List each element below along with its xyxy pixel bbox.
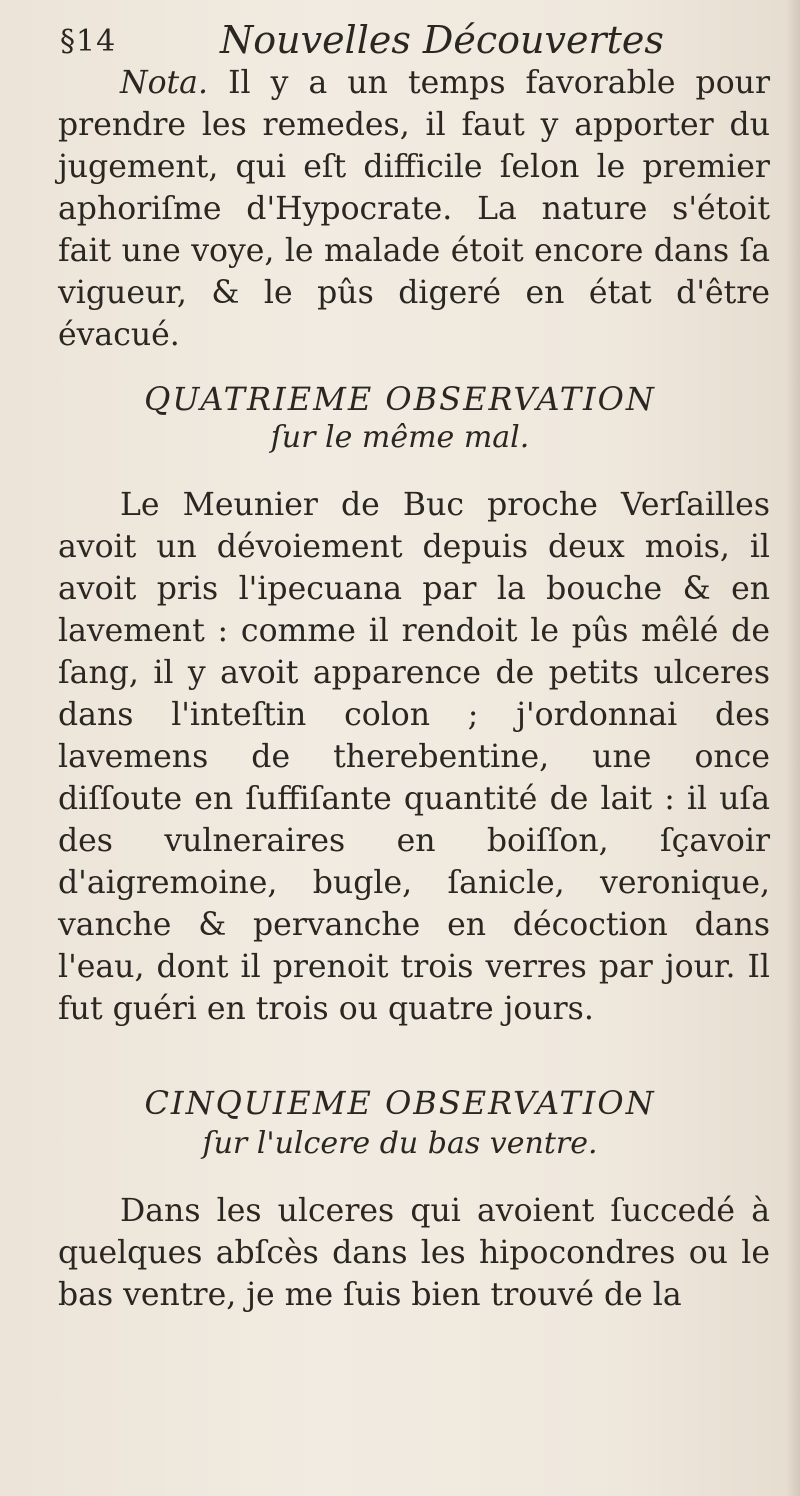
fifth-observation-body xyxy=(58,1190,770,1316)
fifth-observation-heading: CINQUIEME OBSERVATION xyxy=(144,1084,656,1122)
nota-label: Nota. xyxy=(120,65,208,101)
page-header xyxy=(60,14,750,62)
fourth-observation-heading: QUATRIEME OBSERVATION xyxy=(144,380,656,418)
fourth-observation-body xyxy=(58,484,770,1030)
page-edge-shadow xyxy=(786,0,800,1496)
nota-text: Il y a un temps favorable pour prendre les remedes, il faut y apporter du jugement, qui eſt difficile ſelon le premier aphoriſme d'Hypocrate. La nature s'étoit fait une voye, le malade étoit encore dans ſa vigueur, & le pûs digeré en état d'être évacué. xyxy=(58,65,771,353)
fifth-observation-text: Dans les ulceres qui avoient ſuccedé à quelques abſcès dans les hipocondres ou le bas ventre, je me ſuis bien trouvé de la xyxy=(58,1193,770,1313)
page-number: §14 xyxy=(60,24,117,59)
fourth-observation-text: Le Meunier de Buc proche Verſailles avoit un dévoiement depuis deux mois, il avoit pris l'ipecuana par la bouche & en lavement : comme il rendoit le pûs mêlé de ſang, il y avoit apparence de petits ulceres dans l'inteſtin colon ; j'ordonnai des lavemens de therebentine, une once diſſoute en ſuffiſante quantité de lait : il uſa des vulneraires en boiſſon, ſçavoir d'aigremoine, bugle, ſanicle, veronique, vanche & pervanche en décoction dans l'eau, dont il prenoit trois verres par jour. Il fut guéri en trois ou quatre jours. xyxy=(58,487,770,1027)
fifth-observation-subheading: ſur l'ulcere du bas ventre. xyxy=(202,1126,598,1161)
nota-paragraph xyxy=(58,62,770,356)
running-title: Nouvelles Découvertes xyxy=(220,18,664,62)
fourth-observation-subheading: ſur le même mal. xyxy=(270,420,530,455)
